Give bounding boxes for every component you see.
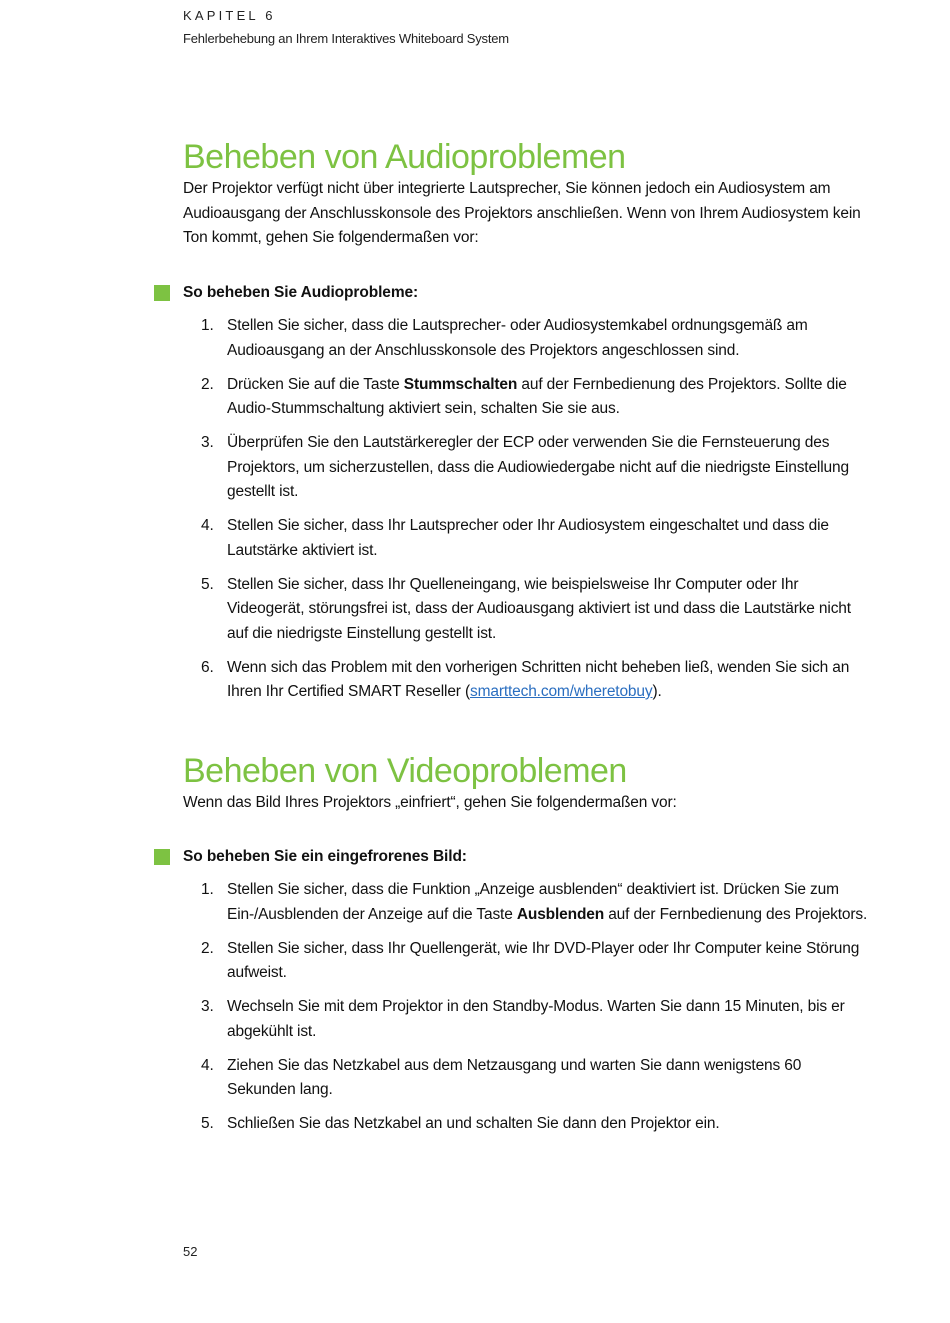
step-item (183, 514, 873, 563)
step-text: Überprüfen Sie den Lautstärkeregler der ECP oder verwenden Sie die Fernsteuerung des Projektors, um sicherzustellen, dass die Audiowiedergabe nicht auf die niedrigste Einstellung gestellt ist. (227, 434, 849, 500)
step-number: 2. (201, 939, 214, 957)
chapter-subtitle: Fehlerbehebung an Ihrem Interaktives Whiteboard System (183, 31, 509, 46)
step-number: 3. (201, 434, 214, 451)
step-text: Wenn sich das Problem mit den vorherigen Schritten nicht beheben ließ, wenden Sie sich an Ihren Ihr Certified SMART Reseller ( (227, 658, 850, 700)
step-text: auf der Fernbedienung des Projektors. (604, 905, 868, 923)
video-intro: Wenn das Bild Ihres Projektors „einfriert“, gehen Sie folgendermaßen vor: (183, 794, 677, 811)
step-text: auf der Fernbedienung des Projektors. Sollte die Audio-Stummschaltung aktiviert sein, schalten Sie sie aus. (227, 375, 847, 417)
video-procedure-heading (183, 845, 873, 869)
video-procedure-title: So beheben Sie ein eingefrorenes Bild: (183, 848, 467, 865)
video-section (183, 751, 873, 816)
step-text: Wechseln Sie mit dem Projektor in den Standby-Modus. Warten Sie dann 15 Minuten, bis er abgekühlt ist. (227, 998, 845, 1040)
step-number: 5. (201, 575, 214, 593)
audio-section-title: Beheben von Audioproblemen (183, 138, 626, 176)
step-number: 5. (201, 1115, 214, 1132)
step-text: Stellen Sie sicher, dass Ihr Quellengerät, wie Ihr DVD-Player oder Ihr Computer keine Störung aufweist. (227, 939, 860, 981)
step-item (183, 937, 873, 986)
audio-procedure-heading (183, 281, 873, 305)
step-text: Drücken Sie auf die Taste (227, 375, 404, 393)
audio-section (183, 137, 873, 251)
video-steps-list (183, 878, 873, 1137)
step-item (183, 431, 873, 505)
step-item (183, 878, 873, 927)
procedure-marker-icon (154, 285, 170, 301)
step-text: Stellen Sie sicher, dass die Lautsprecher- oder Audiosystemkabel ordnungsgemäß am Audioausgang an der Anschlusskonsole des Projektors angeschlossen sind. (227, 317, 808, 359)
step-text: Ziehen Sie das Netzkabel aus dem Netzausgang und warten Sie dann wenigstens 60 Sekunden lang. (227, 1056, 802, 1098)
audio-steps-list (183, 314, 873, 705)
button-name: Stummschalten (403, 375, 518, 393)
audio-procedure-title: So beheben Sie Audioprobleme: (183, 284, 419, 301)
video-section-title: Beheben von Videoproblemen (183, 752, 627, 790)
step-text: Stellen Sie sicher, dass die Funktion „Anzeige ausblenden“ deaktiviert ist. Drücken Sie zum Ein-/Ausblenden der Anzeige auf die Taste (227, 881, 839, 923)
video-procedure (183, 845, 873, 1146)
audio-intro: Der Projektor verfügt nicht über integrierte Lautsprecher, Sie können jedoch ein Audiosystem am Audioausgang der Anschlusskonsole des Projektors anschließen. Wenn von Ihrem Audiosystem kein Ton kommt, gehen Sie folgendermaßen vor: (183, 180, 861, 246)
step-item (183, 995, 873, 1044)
button-name: Ausblenden (516, 905, 605, 923)
step-item (183, 314, 873, 363)
step-number: 2. (201, 375, 214, 393)
step-item (183, 573, 873, 647)
step-item (183, 373, 873, 422)
reseller-link[interactable]: smarttech.com/wheretobuy (469, 683, 653, 700)
step-text: ). (652, 683, 662, 700)
audio-procedure (183, 281, 873, 714)
step-number: 4. (201, 1056, 214, 1074)
step-item (183, 656, 873, 705)
chapter-label: KAPITEL 6 (183, 8, 276, 23)
procedure-marker-icon (154, 849, 170, 865)
step-number: 6. (201, 658, 214, 676)
step-text: Schließen Sie das Netzkabel an und schalten Sie dann den Projektor ein. (227, 1115, 720, 1132)
page-number: 52 (183, 1244, 198, 1259)
step-item (183, 1112, 873, 1137)
step-text: Stellen Sie sicher, dass Ihr Quelleneingang, wie beispielsweise Ihr Computer oder Ihr Videogerät, störungsfrei ist, dass der Audioausgang aktiviert ist und dass die Lautstärke nicht auf die niedrigste Einstellung gestellt ist. (227, 575, 851, 642)
step-item (183, 1054, 873, 1103)
step-text: Stellen Sie sicher, dass Ihr Lautsprecher oder Ihr Audiosystem eingeschaltet und dass die Lautstärke aktiviert ist. (227, 517, 829, 559)
step-number: 3. (201, 998, 214, 1015)
step-number: 1. (201, 317, 214, 334)
step-number: 4. (201, 517, 214, 534)
step-number: 1. (201, 881, 214, 898)
